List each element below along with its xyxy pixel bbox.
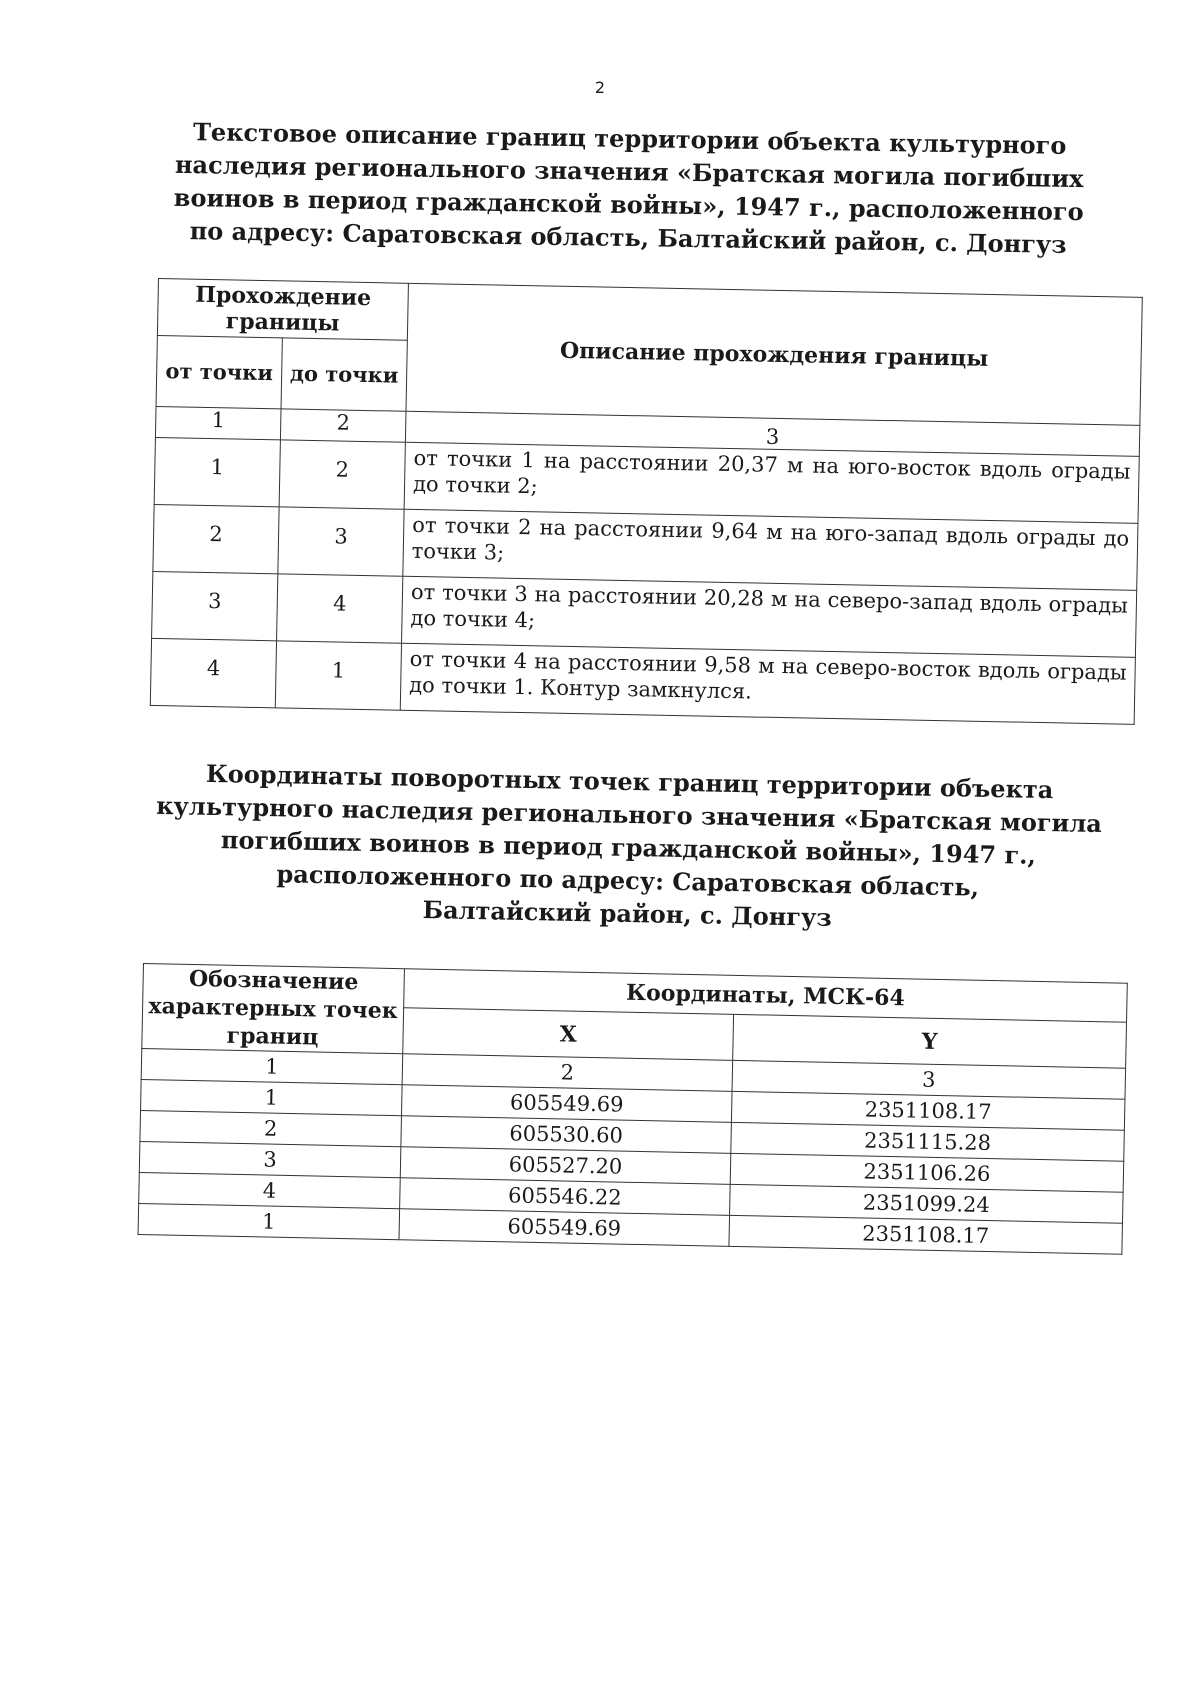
title-line: Балтайский район, с. Донгуз [422, 895, 832, 932]
header-to-point: до точки [281, 338, 407, 411]
to-point: 4 [277, 574, 403, 643]
header-from-point: от точки [156, 335, 282, 408]
column-number: 3 [405, 411, 1139, 456]
boundary-description: от точки 3 на расстоянии 20,28 м на северо-запад вдоль ограды до точки 4; [402, 576, 1137, 657]
header-point-designation: Обозначение характерных точек границ [142, 964, 405, 1054]
title-line: наследия регионального значения «Братская могила погибших [174, 149, 1084, 194]
coordinates-table [138, 963, 1128, 1255]
coord-x: 605549.69 [401, 1085, 732, 1123]
coord-x: 605530.60 [401, 1116, 732, 1154]
to-point: 2 [279, 440, 405, 509]
coord-x: 605549.69 [399, 1209, 730, 1247]
from-point: 3 [152, 571, 278, 640]
coord-y: 2351115.28 [731, 1122, 1125, 1161]
page-number: 2 [594, 78, 606, 97]
coord-y: 2351108.17 [731, 1091, 1125, 1130]
from-point: 4 [150, 638, 276, 707]
coord-y: 2351108.17 [729, 1215, 1123, 1254]
header-coordinates: Координаты, МСК-64 [404, 969, 1128, 1023]
title-line: погибших воинов в период гражданской войны», 1947 г., [220, 825, 1037, 870]
boundary-description: от точки 1 на расстоянии 20,37 м на юго-восток вдоль ограды до точки 2; [404, 442, 1139, 523]
point-id: 2 [140, 1110, 402, 1146]
boundary-description: от точки 2 на расстоянии 9,64 м на юго-запад вдоль ограды до точки 3; [403, 509, 1138, 590]
title-line: по адресу: Саратовская область, Балтайский район, с. Донгуз [189, 216, 1067, 259]
column-number: 1 [155, 406, 281, 439]
coord-x: 605546.22 [400, 1178, 731, 1216]
title-line: расположенного по адресу: Саратовская область, [276, 859, 980, 902]
section-2-title [147, 756, 1110, 939]
title-line: воинов в период гражданской войны», 1947 г., расположенного [173, 182, 1084, 227]
column-number: 1 [141, 1048, 403, 1084]
boundary-description: от точки 4 на расстоянии 9,58 м на северо-восток вдоль ограды до точки 1. Контур замкнулся. [400, 643, 1135, 724]
point-id: 4 [139, 1172, 401, 1208]
coord-x: 605527.20 [400, 1147, 731, 1185]
column-number: 3 [732, 1060, 1126, 1099]
header-description: Описание прохождения границы [406, 283, 1142, 425]
header-x: X [403, 1008, 734, 1060]
point-id: 1 [138, 1203, 400, 1239]
coord-y: 2351099.24 [730, 1184, 1124, 1223]
header-y: Y [733, 1015, 1127, 1068]
point-id: 1 [141, 1079, 403, 1115]
from-point: 1 [154, 437, 280, 506]
column-number: 2 [280, 409, 406, 442]
point-id: 3 [139, 1141, 401, 1177]
to-point: 3 [278, 507, 404, 576]
to-point: 1 [275, 641, 401, 710]
title-line: Координаты поворотных точек границ территории объекта [205, 758, 1054, 805]
boundary-description-table [150, 278, 1143, 725]
section-1-title [148, 114, 1110, 261]
header-boundary-passage: Прохождение границы [157, 279, 408, 341]
title-line: культурного наследия регионального значения «Братская могила [155, 790, 1103, 839]
coord-y: 2351106.26 [730, 1153, 1124, 1192]
column-number: 2 [402, 1054, 733, 1092]
from-point: 2 [153, 504, 279, 573]
title-line: Текстовое описание границ территории объекта культурного [192, 117, 1067, 160]
